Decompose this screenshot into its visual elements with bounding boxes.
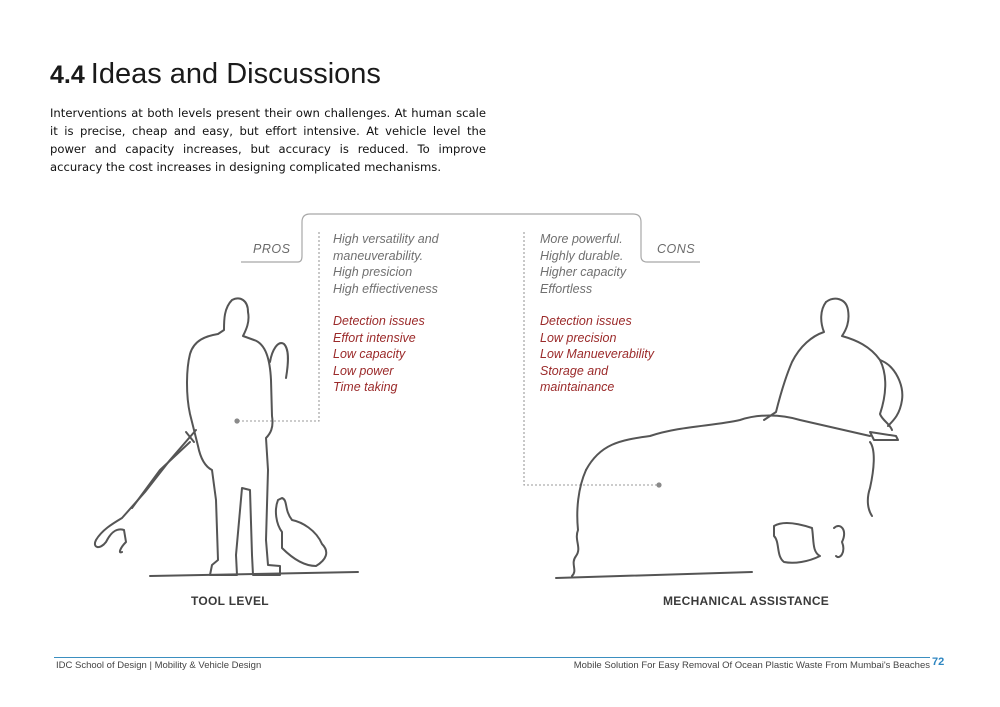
leader-dot-mechanical <box>656 482 661 487</box>
tool-con-5: Time taking <box>333 380 398 394</box>
tool-con-4: Low power <box>333 363 394 378</box>
mech-con-5: maintainance <box>540 380 615 394</box>
tool-pro-4: High effiectiveness <box>333 281 438 296</box>
cons-label: CONS <box>657 242 696 256</box>
footer-left: IDC School of Design | Mobility & Vehicle Design <box>56 660 262 671</box>
tool-level-points <box>333 231 439 396</box>
mech-pro-3: Higher capacity <box>540 265 627 279</box>
mech-pro-1: More powerful. <box>540 232 623 246</box>
tool-level-caption: TOOL LEVEL <box>191 594 269 608</box>
tool-pro-1: High versatility and <box>333 232 439 246</box>
mech-con-2: Low precision <box>540 330 617 345</box>
footer-right: Mobile Solution For Easy Removal Of Ocean Plastic Waste From Mumbai's Beaches <box>573 660 930 671</box>
footer-rule <box>54 657 930 658</box>
page-number: 72 <box>932 656 945 668</box>
leader-dot-tool <box>234 418 239 423</box>
mechanical-points <box>540 231 654 396</box>
intro-paragraph: Interventions at both levels present their own challenges. At human scale it is precise, cheap and easy, but effort intensive. At vehicle level the power and capacity increases, but accuracy is reduced. To improve accuracy the cost increases in designing complicated mechanisms. <box>50 106 486 174</box>
mech-con-1: Detection issues <box>540 314 632 328</box>
mech-con-3: Low Manueverability <box>540 347 654 361</box>
tool-pro-3: High presicion <box>333 265 413 279</box>
mech-pro-4: Effortless <box>540 281 593 296</box>
pros-label: PROS <box>253 242 291 256</box>
tool-con-2: Effort intensive <box>333 330 416 345</box>
tool-con-3: Low capacity <box>333 347 406 361</box>
mechanical-caption: MECHANICAL ASSISTANCE <box>663 594 830 608</box>
section-title: Ideas and Discussions <box>90 58 381 90</box>
mech-con-4: Storage and <box>540 363 609 378</box>
mech-pro-2: Highly durable. <box>540 248 624 263</box>
tool-pro-2: maneuverability. <box>333 248 424 263</box>
tool-con-1: Detection issues <box>333 314 425 328</box>
section-number: 4.4 <box>50 61 85 89</box>
